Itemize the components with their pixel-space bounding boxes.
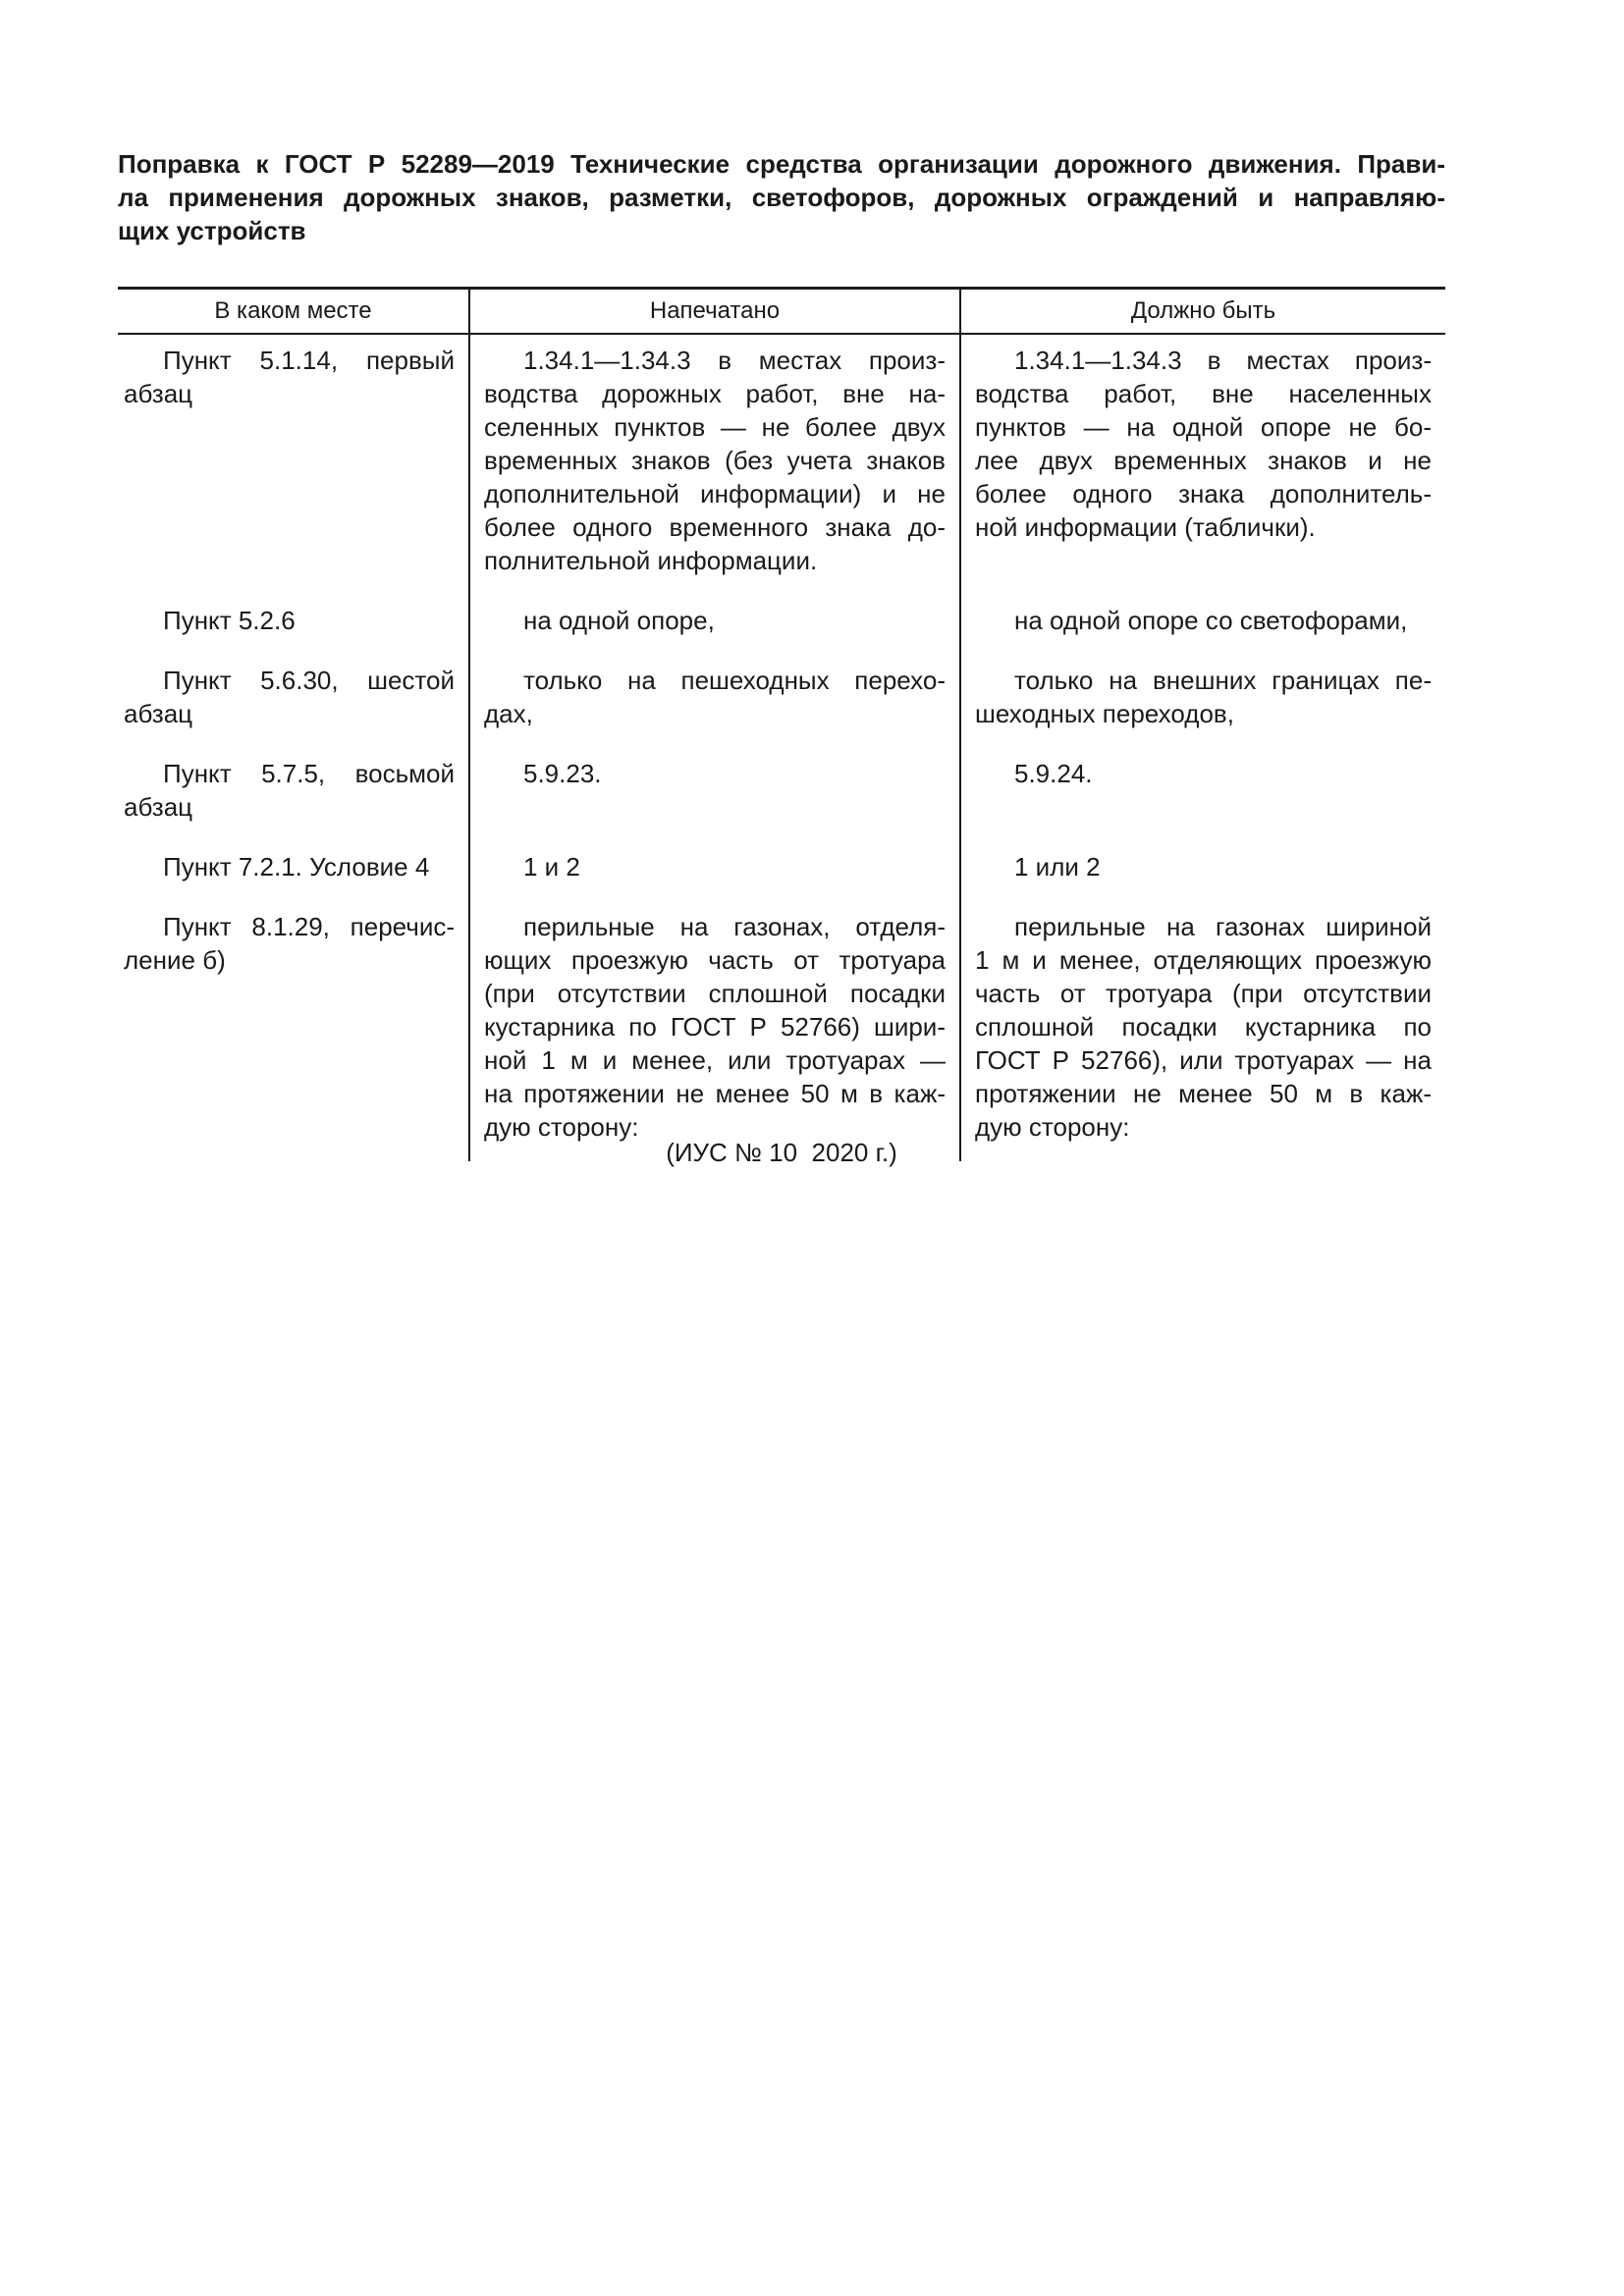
cell-line: Пункт 5.2.6 bbox=[163, 606, 296, 635]
cell-printed bbox=[468, 595, 959, 655]
document-title bbox=[118, 147, 1445, 247]
cell-line: ной 1 м и менее, или тротуарах — bbox=[484, 1045, 946, 1075]
cell-line: водства дорожных работ, вне на- bbox=[484, 379, 946, 408]
title-line: щих устройств bbox=[118, 216, 306, 245]
cell-line: 1.34.1—1.34.3 в местах произ- bbox=[1014, 346, 1432, 375]
header-printed: Напечатано bbox=[468, 290, 959, 333]
title-line: ла применения дорожных знаков, разметки, светофоров, дорожных ограждений и направляю- bbox=[118, 183, 1445, 212]
table-body bbox=[118, 335, 1445, 1161]
cell-line: дую сторону: bbox=[975, 1112, 1130, 1142]
cell-line: на одной опоре, bbox=[523, 606, 715, 635]
cell-line: пунктов — на одной опоре не бо- bbox=[975, 412, 1432, 442]
cell-printed bbox=[468, 748, 959, 841]
cell-place bbox=[118, 748, 468, 841]
cell-line: 1 м и менее, отделяющих проезжую bbox=[975, 945, 1432, 975]
cell-line: 5.9.23. bbox=[523, 759, 602, 788]
cell-line: лее двух временных знаков и не bbox=[975, 446, 1432, 475]
cell-line: полнительной информации. bbox=[484, 546, 818, 575]
cell-printed bbox=[468, 335, 959, 595]
cell-place bbox=[118, 595, 468, 655]
corrections-table bbox=[118, 287, 1445, 1161]
cell-line: на одной опоре со светофорами, bbox=[1014, 606, 1408, 635]
cell-line: Пункт 7.2.1. Условие 4 bbox=[163, 852, 430, 881]
cell-line: временных знаков (без учета знаков bbox=[484, 446, 946, 475]
cell-line: протяжении не менее 50 м в каж- bbox=[975, 1079, 1432, 1108]
cell-line: более одного временного знака до- bbox=[484, 512, 946, 542]
cell-line: перильные на газонах, отделя- bbox=[523, 912, 946, 941]
cell-line: более одного знака дополнитель- bbox=[975, 479, 1432, 508]
cell-line: на протяжении не менее 50 м в каж- bbox=[484, 1079, 946, 1108]
cell-line: только на внешних границах пе- bbox=[1014, 666, 1432, 695]
cell-line: селенных пунктов — не более двух bbox=[484, 412, 946, 442]
table-row bbox=[118, 841, 1445, 901]
cell-line: только на пешеходных перехо- bbox=[523, 666, 946, 695]
cell-line: перильные на газонах шириной bbox=[1014, 912, 1432, 941]
cell-place bbox=[118, 841, 468, 901]
cell-line: абзац bbox=[124, 699, 193, 728]
cell-line: ющих проезжую часть от тротуара bbox=[484, 945, 946, 975]
cell-line: дую сторону: bbox=[484, 1112, 639, 1142]
footer-note: (ИУС № 10 2020 г.) bbox=[666, 1138, 897, 1167]
cell-line: водства работ, вне населенных bbox=[975, 379, 1432, 408]
cell-correct bbox=[959, 841, 1445, 901]
cell-correct bbox=[959, 901, 1445, 1161]
cell-line: (при отсутствии сплошной посадки bbox=[484, 979, 946, 1008]
cell-line: абзац bbox=[124, 379, 193, 408]
cell-printed bbox=[468, 841, 959, 901]
cell-line: 1 или 2 bbox=[1014, 852, 1101, 881]
cell-correct bbox=[959, 748, 1445, 841]
cell-line: сплошной посадки кустарника по bbox=[975, 1012, 1432, 1041]
title-line: Поправка к ГОСТ Р 52289—2019 Технические средства организации дорожного движения. Прави- bbox=[118, 149, 1445, 179]
cell-line: 1 и 2 bbox=[523, 852, 580, 881]
table-row bbox=[118, 335, 1445, 595]
cell-line: 1.34.1—1.34.3 в местах произ- bbox=[523, 346, 946, 375]
table-header-row bbox=[118, 290, 1445, 335]
cell-line: абзац bbox=[124, 792, 193, 822]
cell-place bbox=[118, 335, 468, 595]
cell-line: кустарника по ГОСТ Р 52766) шири- bbox=[484, 1012, 946, 1041]
table-row bbox=[118, 595, 1445, 655]
cell-line: часть от тротуара (при отсутствии bbox=[975, 979, 1432, 1008]
cell-correct bbox=[959, 595, 1445, 655]
cell-line: Пункт 5.7.5, восьмой bbox=[163, 759, 455, 788]
cell-line: Пункт 5.6.30, шестой bbox=[163, 666, 455, 695]
cell-line: ление б) bbox=[124, 945, 226, 975]
header-place: В каком месте bbox=[214, 297, 372, 324]
cell-place bbox=[118, 901, 468, 1161]
cell-printed bbox=[468, 901, 959, 1161]
cell-correct bbox=[959, 655, 1445, 748]
cell-line: дополнительной информации) и не bbox=[484, 479, 946, 508]
header-correct: Должно быть bbox=[959, 290, 1445, 333]
cell-line: дах, bbox=[484, 699, 533, 728]
cell-line: Пункт 8.1.29, перечис- bbox=[163, 912, 455, 941]
cell-correct bbox=[959, 335, 1445, 595]
cell-printed bbox=[468, 655, 959, 748]
cell-line: Пункт 5.1.14, первый bbox=[163, 346, 455, 375]
cell-line: шеходных переходов, bbox=[975, 699, 1234, 728]
cell-place bbox=[118, 655, 468, 748]
cell-line: 5.9.24. bbox=[1014, 759, 1093, 788]
table-row bbox=[118, 901, 1445, 1161]
cell-line: ной информации (таблички). bbox=[975, 512, 1316, 542]
table-row bbox=[118, 655, 1445, 748]
cell-line: ГОСТ Р 52766), или тротуарах — на bbox=[975, 1045, 1432, 1075]
table-row bbox=[118, 748, 1445, 841]
